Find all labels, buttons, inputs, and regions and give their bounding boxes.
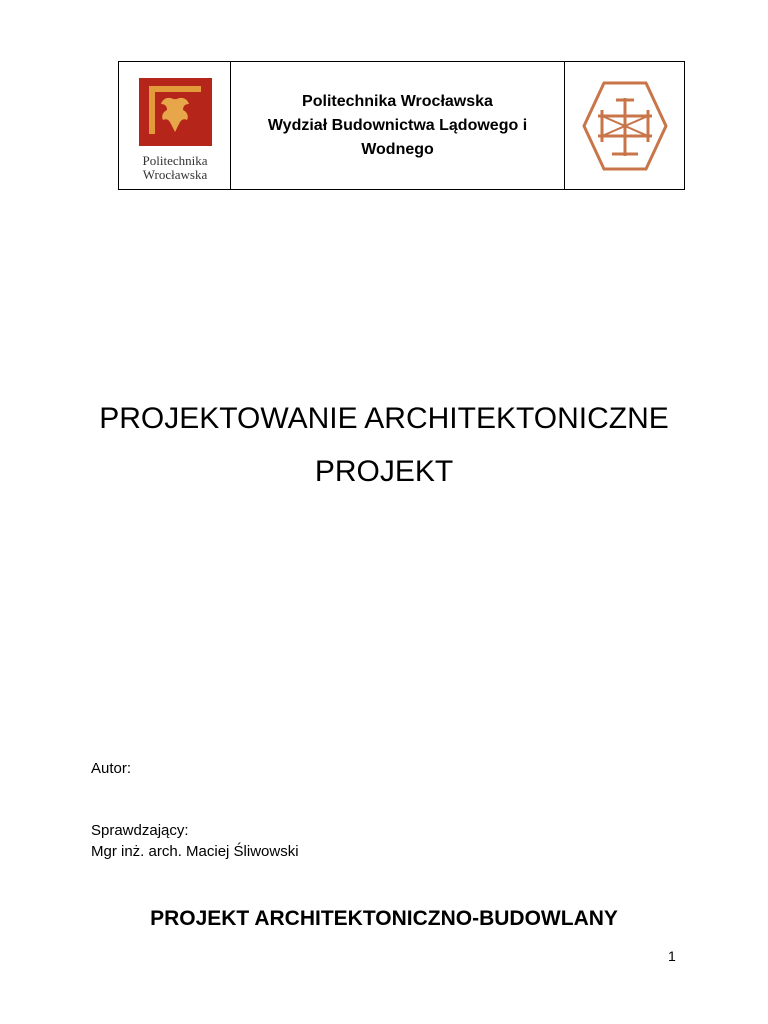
faculty-name-line1: Wydział Budownictwa Lądowego i (267, 116, 528, 134)
university-name: Politechnika Wrocławska (302, 92, 493, 110)
eagle-icon (139, 78, 212, 146)
logo-text-line1: Politechnika (142, 153, 208, 168)
header-title-cell (231, 62, 565, 189)
reviewer-name: Mgr inż. arch. Maciej Śliwowski (91, 843, 299, 860)
logo-text-line2: Wrocławska (142, 167, 208, 182)
reviewer-label: Sprawdzający: (91, 822, 189, 839)
faculty-emblem-icon (582, 80, 668, 172)
project-title: PROJEKT (314, 455, 454, 488)
university-logo-cell (119, 62, 231, 189)
author-label: Autor: (91, 760, 132, 777)
faculty-logo-cell (565, 62, 684, 189)
faculty-name-line2: Wodnego (361, 140, 434, 158)
course-title: PROJEKTOWANIE ARCHITEKTONICZNE (99, 402, 669, 435)
project-type-title: PROJEKT ARCHITEKTONICZNO-BUDOWLANY (150, 907, 618, 930)
page-number: 1 (668, 948, 676, 964)
university-logo (139, 78, 212, 146)
header-table (118, 61, 685, 190)
